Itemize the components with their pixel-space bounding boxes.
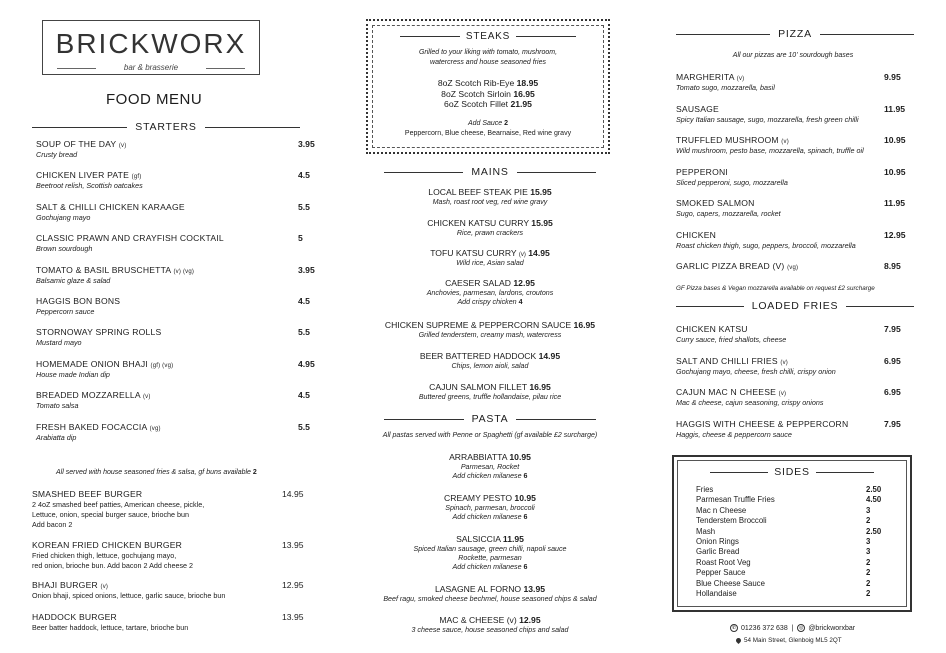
item-name-text: TRUFFLED MUSHROOM <box>676 135 779 145</box>
item-description: 2 4oZ smashed beef patties, American cheese, pickle, <box>32 500 205 509</box>
pizza-item <box>676 261 901 271</box>
starters-title: STARTERS <box>135 121 197 133</box>
item-price: 7.95 <box>884 418 901 429</box>
item-name <box>36 359 173 369</box>
item-price: 10.95 <box>514 493 536 503</box>
item-name <box>36 265 194 275</box>
phone-number: 01236 372 638 <box>741 624 788 632</box>
item-name <box>360 382 620 392</box>
item-name <box>676 230 856 240</box>
addon-text: Add chicken milanese <box>452 472 522 480</box>
item-addon <box>360 513 620 521</box>
item-description: House made Indian dip <box>36 369 110 379</box>
location-pin-icon <box>735 637 742 644</box>
item-price: 8.95 <box>884 261 901 271</box>
side-name: Hollandaise <box>696 588 737 598</box>
pizza-item <box>676 135 906 155</box>
item-description: Roast chicken thigh, sugo, peppers, broccoli, mozzarella <box>676 240 856 250</box>
steaks-list <box>368 78 608 110</box>
item-name <box>360 248 620 258</box>
item-name-text: HOMEMADE ONION BHAJI <box>36 358 148 369</box>
item-description: Tomato sugo, mozzarella, basil <box>676 83 775 92</box>
pasta-item <box>360 584 620 603</box>
item-price: 16.95 <box>573 320 596 330</box>
item-description: Arabiatta dip <box>36 432 77 442</box>
item-name-text: CLASSIC PRAWN AND CRAYFISH COCKTAIL <box>36 233 224 244</box>
item-name-text: CHICKEN LIVER PATE <box>36 170 130 181</box>
item-name-text: LASAGNE AL FORNO <box>434 584 522 594</box>
steak-item: 8oZ Scotch Sirloin 16.95 <box>441 88 535 99</box>
pasta-item <box>360 493 620 521</box>
item-price: 9.95 <box>884 72 901 82</box>
item-name-text: CREAMY PESTO <box>444 493 513 503</box>
item-description: Grilled tenderstem, creamy mash, watercress <box>418 331 562 339</box>
item-name-text: BEER BATTERED HADDOCK <box>419 351 537 361</box>
item-price: 10.95 <box>884 135 906 145</box>
item-price: 4.5 <box>298 296 310 306</box>
item-description: Gochujang mayo <box>36 212 91 222</box>
item-description: Spicy Italian sausage, sugo, mozzarella, fresh green chilli <box>676 114 859 124</box>
side-item <box>696 537 886 547</box>
item-name <box>360 615 620 625</box>
item-name <box>676 356 836 366</box>
phone-icon: ✆ <box>731 625 737 631</box>
starter-item <box>36 170 310 191</box>
side-name: Garlic Bread <box>696 547 740 557</box>
dietary-tag: (gf) (vg) <box>150 362 174 369</box>
item-name <box>36 296 120 306</box>
steak-item: 8oZ Scotch Rib-Eye 18.95 <box>437 78 539 88</box>
item-name <box>676 324 786 334</box>
burger-note: All served with house seasoned fries & salsa, gf buns available 2 <box>56 469 257 476</box>
side-item <box>696 516 886 526</box>
item-name <box>360 187 620 197</box>
item-price: 12.95 <box>884 229 906 240</box>
item-description: Onion bhaji, spiced onions, lettuce, garlic sauce, brioche bun <box>32 591 226 600</box>
item-description: Beetroot relish, Scottish oatcakes <box>36 181 143 191</box>
pizza-item <box>676 72 901 92</box>
item-price: 5.5 <box>298 327 310 338</box>
pizza-footnote: GF Pizza bases & Vegan mozzarella available on request £2 surcharge <box>676 285 875 292</box>
item-name-text: SOUP OF THE DAY <box>36 139 117 149</box>
item-description: Spinach, parmesan, broccoli <box>445 504 535 512</box>
burger-item <box>32 612 304 632</box>
item-price: 11.95 <box>884 103 906 114</box>
item-name-text: SALT & CHILLI CHICKEN KARAAGE <box>36 201 185 212</box>
item-name-text: CHICKEN <box>676 229 717 240</box>
side-name: Roast Root Veg <box>696 557 751 567</box>
starter-item <box>36 358 315 379</box>
main-item <box>360 278 620 306</box>
item-name <box>676 387 823 397</box>
item-name <box>360 278 620 288</box>
addon-text: Add chicken milanese <box>452 563 522 571</box>
item-price: 12.95 <box>519 615 541 625</box>
loaded-fries-header <box>676 299 914 313</box>
page-title: FOOD MENU <box>106 91 203 108</box>
item-description: red onion, brioche bun. Add bacon 2 Add cheese 2 <box>32 561 194 570</box>
item-name <box>36 139 126 149</box>
main-item <box>360 382 620 401</box>
burger-item <box>32 580 304 600</box>
item-name-text: MARGHERITA <box>676 72 735 82</box>
item-name <box>360 452 620 462</box>
starter-item <box>36 264 315 285</box>
item-name-text: HAGGIS BON BONS <box>36 296 121 306</box>
item-name-text: TOFU KATSU CURRY <box>430 248 517 258</box>
side-item <box>696 495 886 505</box>
item-name <box>36 390 151 400</box>
item-name-text: CAESER SALAD <box>445 278 511 288</box>
item-addon <box>360 298 620 306</box>
item-price: 12.95 <box>513 278 535 288</box>
item-price: 10.95 <box>884 166 906 177</box>
item-name-text: CAJUN SALMON FILLET <box>429 382 527 392</box>
steaks-description: Grilled to your liking with tomato, mushroom, watercress and house seasoned fries <box>418 49 558 66</box>
item-name <box>32 540 193 550</box>
dietary-tag: (vg) <box>787 265 799 271</box>
item-price: 14.95 <box>528 248 550 258</box>
item-description: Mac & cheese, cajun seasoning, crispy onions <box>676 398 824 407</box>
item-description: Chips, lemon aioli, salad <box>451 362 529 370</box>
instagram-handle: @brickworxbar <box>808 624 856 632</box>
dietary-tag: (v) <box>778 391 787 397</box>
side-name: Parmesan Truffle Fries <box>696 495 775 505</box>
side-item <box>696 506 886 516</box>
side-item <box>696 485 886 495</box>
item-price: 12.95 <box>282 580 304 590</box>
item-description: Anchovies, parmesan, lardons, croutons <box>426 289 554 297</box>
sides-list <box>696 485 886 599</box>
pasta-item <box>360 534 620 571</box>
item-description: Sliced pepperoni, sugo, mozzarella <box>676 177 788 187</box>
side-item <box>696 527 886 537</box>
item-description: Balsamic glaze & salad <box>36 275 111 285</box>
item-addon <box>360 472 620 480</box>
dietary-tag: (v) <box>781 139 789 145</box>
addon-price: 6 <box>523 513 528 521</box>
pizza-title: PIZZA <box>778 28 812 40</box>
item-description: Beer batter haddock, lettuce, tartare, brioche bun <box>32 623 189 632</box>
dietary-tag: (v) <box>118 143 127 149</box>
item-name <box>360 584 620 594</box>
pasta-item <box>360 615 620 634</box>
item-name <box>36 327 161 337</box>
item-description: Wild mushroom, pesto base, mozzarella, spinach, truffle oil <box>676 146 864 155</box>
item-price: 3.95 <box>298 139 315 149</box>
item-price: 4.5 <box>298 390 310 401</box>
mains-title: MAINS <box>471 166 509 178</box>
item-name-text: CHICKEN KATSU CURRY <box>427 218 529 228</box>
side-name: Pepper Sauce <box>696 568 746 578</box>
item-price: 7.95 <box>884 324 901 334</box>
main-item <box>360 320 620 339</box>
item-name <box>360 218 620 228</box>
starter-item <box>36 233 303 254</box>
item-name-text: SALSICCIA <box>456 534 501 544</box>
dietary-tag: (vg) <box>149 425 161 432</box>
pasta-title: PASTA <box>471 413 509 425</box>
pizza-header <box>676 27 914 41</box>
item-price: 5.5 <box>298 421 310 432</box>
side-price: 2 <box>866 557 871 567</box>
item-name <box>360 493 620 503</box>
side-price: 2 <box>866 578 871 588</box>
item-description: Beef ragu, smoked cheese bechmel, house seasoned chips & salad <box>383 595 597 603</box>
loaded-fries-item <box>676 418 901 439</box>
loaded-fries-item <box>676 355 901 376</box>
item-description: Rice, prawn crackers <box>456 229 524 237</box>
item-description: Spiced Italian sausage, green chilli, napoli sauce <box>413 545 567 553</box>
item-price: 13.95 <box>523 584 546 594</box>
item-price: 6.95 <box>884 387 901 397</box>
main-item <box>360 351 620 370</box>
side-price: 2.50 <box>866 485 882 494</box>
item-name <box>32 612 188 622</box>
brand-tagline: bar & brasserie <box>96 63 206 72</box>
item-name <box>32 580 225 590</box>
item-description: Mash, roast root veg, red wine gravy <box>432 198 548 206</box>
item-description: Mustard mayo <box>36 338 82 348</box>
item-description: Wild rice, Asian salad <box>456 259 524 267</box>
item-price: 11.95 <box>502 534 524 544</box>
item-name-text: FRESH BAKED FOCACCIA <box>36 421 147 432</box>
item-description: Sugo, capers, mozzarella, rocket <box>676 209 781 218</box>
item-name-text: KOREAN FRIED CHICKEN BURGER <box>32 540 183 550</box>
item-price: 5 <box>298 233 303 244</box>
item-description: Brown sourdough <box>36 244 93 254</box>
sides-box <box>672 455 912 612</box>
pasta-header <box>384 412 596 426</box>
side-name: Blue Cheese Sauce <box>696 578 765 588</box>
instagram-icon: ◎ <box>799 625 804 631</box>
item-name-text: SMASHED BEEF BURGER <box>32 489 143 499</box>
item-description: Haggis, cheese & peppercorn sauce <box>676 429 792 439</box>
item-description: Rockette, parmesan <box>458 554 522 562</box>
pizza-note: All our pizzas are 10' sourdough bases <box>732 52 854 59</box>
dietary-tag: (gf) <box>131 174 142 181</box>
item-price: 16.95 <box>529 382 551 392</box>
item-name-text: SMOKED SALMON <box>676 198 755 208</box>
side-item <box>696 568 886 578</box>
side-price: 3 <box>866 505 871 515</box>
dietary-tag: (v) <box>780 359 788 366</box>
item-price: 13.95 <box>282 540 304 550</box>
starter-item <box>36 139 315 159</box>
addon-price: 6 <box>523 472 528 480</box>
item-name-text: CAJUN MAC N CHEESE <box>676 387 777 397</box>
side-item <box>696 579 886 589</box>
starters-header <box>32 120 300 134</box>
item-name-text: LOCAL BEEF STEAK PIE <box>428 187 528 197</box>
brand-logo <box>42 20 260 75</box>
side-name: Onion Rings <box>696 536 739 546</box>
item-name <box>676 72 775 82</box>
item-description: Gochujang mayo, cheese, fresh chilli, crispy onion <box>676 366 836 376</box>
pasta-item <box>360 452 620 480</box>
pizza-item <box>676 166 906 187</box>
item-name-text: STORNOWAY SPRING ROLLS <box>36 327 162 338</box>
dietary-tag: (v) <box>100 584 109 590</box>
item-name-text: GARLIC PIZZA BREAD (V) <box>676 261 785 271</box>
starter-item <box>36 201 310 222</box>
item-price: 6.95 <box>884 355 901 366</box>
steaks-box <box>366 19 610 154</box>
item-name <box>360 534 620 544</box>
dietary-tag: (v) <box>518 252 526 258</box>
steak-item: 6oZ Scotch Fillet 21.95 <box>444 99 532 109</box>
item-name <box>36 202 185 212</box>
side-price: 2 <box>866 568 871 578</box>
starter-item <box>36 327 310 348</box>
steaks-title: STEAKS <box>465 31 511 42</box>
addon-text: Add crispy chicken <box>457 298 517 306</box>
side-name: Mash <box>696 526 716 536</box>
side-price: 2 <box>866 588 871 598</box>
side-item <box>696 589 886 599</box>
side-item <box>696 547 886 557</box>
item-addon <box>360 563 620 571</box>
item-name-text: BREADED MOZZARELLA <box>36 390 141 401</box>
dietary-tag: (v) <box>142 394 151 401</box>
item-price: 5.5 <box>298 201 310 212</box>
item-price: 14.95 <box>282 489 304 499</box>
item-description: Fried chicken thigh, lettuce, gochujang mayo, <box>32 551 177 560</box>
sides-title: SIDES <box>774 466 810 478</box>
item-price: 3.95 <box>298 264 315 275</box>
item-name <box>36 233 224 243</box>
item-name <box>676 419 848 429</box>
addon-price: 4 <box>518 298 523 306</box>
item-price: 15.95 <box>530 187 552 197</box>
dietary-tag: (v) (vg) <box>173 268 195 275</box>
main-item <box>360 248 620 267</box>
main-item <box>360 218 620 237</box>
burger-item <box>32 540 304 570</box>
steak-sauces: Add Sauce 2 Peppercorn, Blue cheese, Bearnaise, Red wine gravy <box>404 120 572 137</box>
item-price: 11.95 <box>884 198 906 208</box>
main-item <box>360 187 620 206</box>
side-price: 3 <box>866 536 871 546</box>
item-description: Lettuce, onion, special burger sauce, brioche bun <box>32 510 190 519</box>
item-description: 3 cheese sauce, house seasoned chips and salad <box>411 626 569 634</box>
item-name-text: SALT AND CHILLI FRIES <box>676 355 778 366</box>
item-name-text: CHICKEN SUPREME & PEPPERCORN SAUCE <box>384 320 572 330</box>
item-description: Parmesan, Rocket <box>460 463 520 471</box>
item-name-text: CHICKEN KATSU <box>676 324 748 334</box>
item-name <box>36 170 143 180</box>
side-price: 4.50 <box>866 495 882 505</box>
item-name-text: PEPPERONI <box>676 166 728 177</box>
starter-item <box>36 390 310 411</box>
contact-info: ✆ 01236 372 638 | ◎ @brickworxbar <box>731 624 856 632</box>
item-price: 14.95 <box>538 351 561 361</box>
side-item <box>696 558 886 568</box>
item-price: 13.95 <box>282 612 304 622</box>
item-name <box>676 261 798 271</box>
loaded-fries-item <box>676 324 901 344</box>
item-name-text: BHAJI BURGER <box>32 580 98 590</box>
starter-item <box>36 421 310 442</box>
dietary-tag: (v) <box>736 76 745 82</box>
item-name-text: HAGGIS WITH CHEESE & PEPPERCORN <box>676 418 849 429</box>
starter-item <box>36 296 310 316</box>
item-name <box>36 422 161 432</box>
item-description: Peppercorn sauce <box>36 307 95 316</box>
loaded-fries-item <box>676 387 901 407</box>
pizza-item <box>676 229 906 250</box>
item-price: 10.95 <box>509 452 531 462</box>
item-name-text: MAC & CHEESE (v) <box>439 615 517 625</box>
item-price: 4.95 <box>298 358 315 369</box>
side-price: 2 <box>866 516 871 526</box>
item-description: Tomato salsa <box>36 401 79 411</box>
item-name-text: ARRABBIATTA <box>449 452 508 462</box>
side-price: 2.50 <box>866 526 882 536</box>
pizza-item <box>676 198 906 218</box>
burger-item <box>32 489 304 529</box>
side-name: Mac n Cheese <box>696 505 747 515</box>
address: 54 Main Street, Glenboig ML5 2QT <box>736 637 842 644</box>
pasta-note: All pastas served with Penne or Spaghetti (gf available £2 surcharge) <box>382 432 598 439</box>
addon-text: Add chicken milanese <box>452 513 522 521</box>
side-name: Tenderstem Broccoli <box>696 516 767 526</box>
steaks-header <box>368 31 608 42</box>
item-description: Curry sauce, fried shallots, cheese <box>676 335 787 344</box>
item-name-text: TOMATO & BASIL BRUSCHETTA <box>36 264 171 275</box>
item-description: Add bacon 2 <box>32 520 73 529</box>
side-name: Fries <box>696 485 714 494</box>
loaded-fries-title: LOADED FRIES <box>751 300 839 312</box>
item-name <box>676 135 864 145</box>
item-name <box>32 489 204 499</box>
item-name-text: HADDOCK BURGER <box>32 612 117 622</box>
item-description: Buttered greens, truffle hollandaise, pilau rice <box>418 393 562 401</box>
brand-name: BRICKWORX <box>55 28 247 59</box>
item-name <box>676 167 788 177</box>
item-name <box>676 198 781 208</box>
pizza-item <box>676 103 906 124</box>
item-name <box>360 351 620 361</box>
item-price: 15.95 <box>531 218 553 228</box>
sides-header <box>674 466 910 478</box>
item-description: Crusty bread <box>36 150 78 159</box>
item-name <box>676 104 859 114</box>
item-price: 4.5 <box>298 170 310 181</box>
mains-header <box>384 165 596 179</box>
item-name-text: SAUSAGE <box>676 103 719 114</box>
addon-price: 6 <box>523 563 528 571</box>
side-price: 3 <box>866 547 871 557</box>
item-name <box>360 320 620 330</box>
